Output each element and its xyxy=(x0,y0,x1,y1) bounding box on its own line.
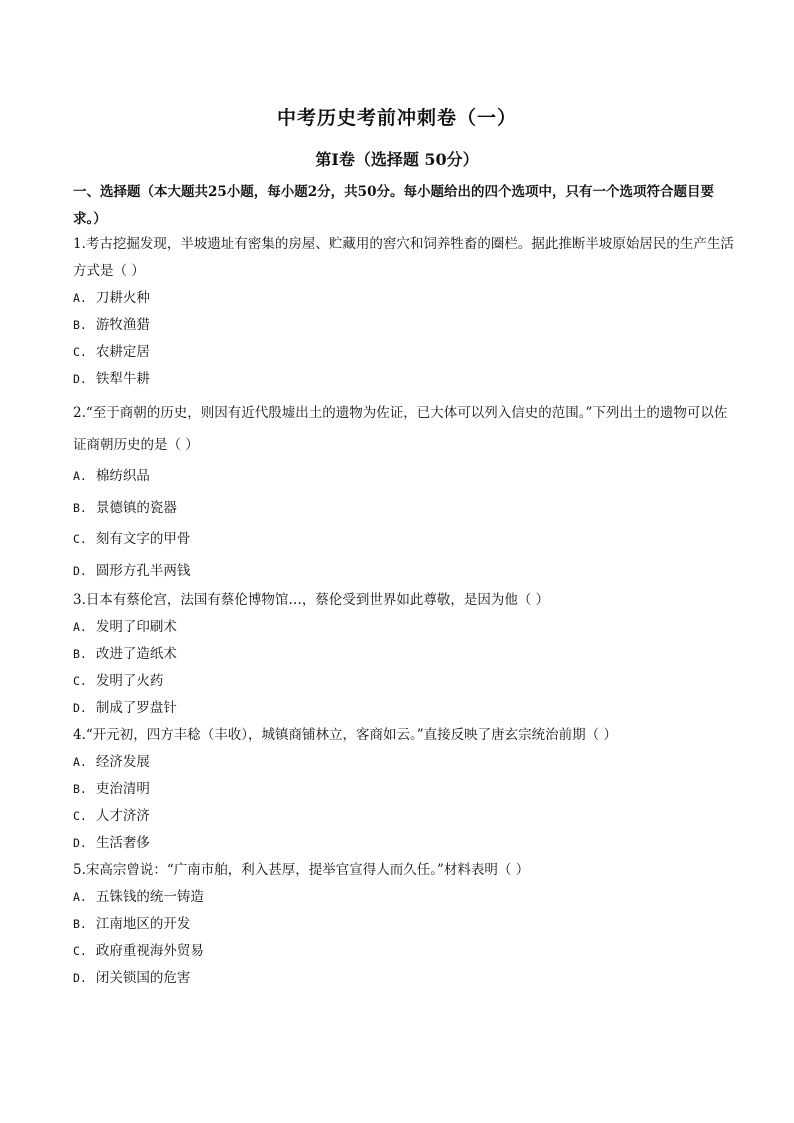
option-text: 景德镇的瓷器 xyxy=(95,499,177,516)
option-label: B. xyxy=(73,318,87,332)
option-label: B. xyxy=(73,782,87,796)
option-c[interactable] xyxy=(73,339,735,366)
option-b[interactable] xyxy=(73,776,735,803)
option-label: A. xyxy=(73,755,87,769)
option-text: 江南地区的开发 xyxy=(95,916,191,932)
option-a[interactable] xyxy=(73,749,735,776)
option-label: A. xyxy=(73,469,87,483)
option-label: B. xyxy=(73,647,87,661)
option-label: D. xyxy=(73,372,87,386)
question-stem: 4.“开元初，四方丰稔（丰收），城镇商铺林立，客商如云。”直接反映了唐玄宗统治前期（ ） xyxy=(73,727,617,743)
option-b[interactable] xyxy=(73,493,735,525)
option-c[interactable] xyxy=(73,803,735,830)
option-label: B. xyxy=(73,500,87,515)
option-label: D. xyxy=(73,701,87,715)
question-stem: 1.考古挖掘发现，半坡遗址有密集的房屋、贮藏用的窖穴和饲养牲畜的圈栏。据此推断半坡原始居民的生产生活方式是（ ） xyxy=(73,236,734,279)
option-label: B. xyxy=(73,917,87,931)
option-label: A. xyxy=(73,291,87,305)
question-4 xyxy=(73,722,735,857)
option-a[interactable] xyxy=(73,285,735,312)
option-a[interactable] xyxy=(73,461,735,493)
question-stem: 2.“至于商朝的历史，则因有近代殷墟出土的遗物为佐证，已大体可以列入信史的范围。”下列出土的遗物可以佐证商朝历史的是（ ） xyxy=(73,405,728,453)
option-label: C. xyxy=(73,345,87,359)
option-text: 圆形方孔半两钱 xyxy=(95,562,191,579)
option-text: 经济发展 xyxy=(95,754,150,770)
option-a[interactable] xyxy=(73,884,735,911)
option-text: 生活奢侈 xyxy=(95,835,150,851)
option-c[interactable] xyxy=(73,668,735,695)
option-b[interactable] xyxy=(73,312,735,339)
option-label: C. xyxy=(73,944,87,958)
option-d[interactable] xyxy=(73,556,735,588)
option-text: 棉纺织品 xyxy=(95,468,150,484)
section-instructions: 一、选择题（本大题共25小题，每小题2分，共50分。每小题给出的四个选项中，只有一个选项符合题目要求。） xyxy=(73,184,714,227)
question-list xyxy=(73,231,735,992)
option-text: 改进了造纸术 xyxy=(95,646,177,662)
option-d[interactable] xyxy=(73,366,735,393)
option-text: 刻有文字的甲骨 xyxy=(95,531,191,547)
option-a[interactable] xyxy=(73,614,735,641)
option-label: C. xyxy=(73,532,87,546)
option-b[interactable] xyxy=(73,641,735,668)
option-text: 吏治清明 xyxy=(95,781,150,797)
section-subtitle: 第Ⅰ卷（选择题 50分） xyxy=(315,150,479,169)
option-c[interactable] xyxy=(73,524,735,556)
option-text: 农耕定居 xyxy=(95,344,150,360)
question-1 xyxy=(73,231,735,393)
question-5 xyxy=(73,857,735,992)
question-stem: 3.日本有蔡伦宫，法国有蔡伦博物馆…，蔡伦受到世界如此尊敬，是因为他（ ） xyxy=(73,592,550,608)
option-c[interactable] xyxy=(73,938,735,965)
option-label: C. xyxy=(73,809,87,823)
option-b[interactable] xyxy=(73,911,735,938)
option-label: C. xyxy=(73,674,87,688)
option-text: 刀耕火种 xyxy=(95,290,150,306)
question-3 xyxy=(73,587,735,722)
option-text: 制成了罗盘针 xyxy=(95,700,177,716)
question-2 xyxy=(73,397,735,587)
page-title: 中考历史考前冲刺卷（一） xyxy=(276,107,517,129)
option-text: 人才济济 xyxy=(95,808,150,824)
option-d[interactable] xyxy=(73,695,735,722)
option-label: D. xyxy=(73,563,87,578)
option-text: 五铢钱的统一铸造 xyxy=(95,889,204,905)
question-stem: 5.宋高宗曾说：“广南市舶，利入甚厚，提举官宣得人而久任。”材料表明（ ） xyxy=(73,862,530,878)
option-text: 发明了印刷术 xyxy=(95,619,177,635)
option-label: D. xyxy=(73,971,87,985)
option-label: A. xyxy=(73,890,87,904)
option-text: 闭关锁国的危害 xyxy=(95,970,191,986)
option-text: 铁犁牛耕 xyxy=(95,371,150,387)
option-d[interactable] xyxy=(73,965,735,992)
option-label: D. xyxy=(73,836,87,850)
option-text: 游牧渔猎 xyxy=(95,317,150,333)
option-d[interactable] xyxy=(73,830,735,857)
option-text: 发明了火药 xyxy=(95,673,164,689)
option-label: A. xyxy=(73,620,87,634)
option-text: 政府重视海外贸易 xyxy=(95,943,204,959)
